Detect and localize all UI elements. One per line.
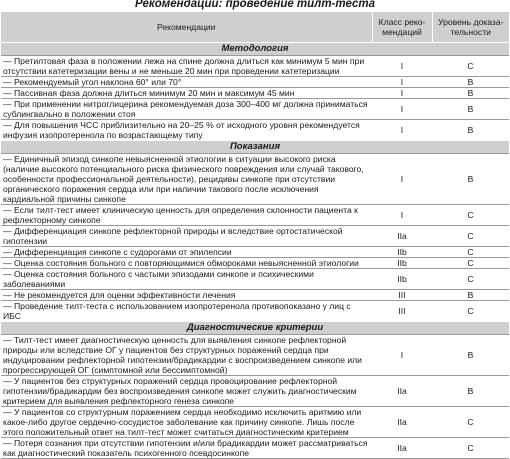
recommendation-text: — Претилтовая фаза в положении лежа на спине должна длиться как минимум 5 мин при отсутствии катетеризации вены и не меньше 20 мин при проведении катетеризации [1,56,372,77]
table-row [1,99,509,120]
table-row [1,247,509,258]
recommendation-text: — Рекомендуемый угол наклона 60° или 70° [1,77,372,88]
recommendation-text: — Пассивная фаза должна длиться минимум 20 мин и максимум 45 мин [1,88,372,99]
evidence-level: B [432,376,509,407]
recommendation-text: — Оценка состояния больного с частыми эпизодами синкопе и психическими заболеваниями [1,269,372,290]
table-row [1,269,509,290]
recommendation-class: III [372,290,432,301]
recommendation-text: — Проведение тилт-теста с использованием изопротеренола противопоказано у лиц с ИБС [1,301,372,322]
recommendation-class: I [372,88,432,99]
recommendation-class: I [372,335,432,376]
evidence-level: C [432,205,509,226]
recommendation-text: — Тилт-тест имеет диагностическую ценность для выявления синкопе рефлекторной природы или вследствие ОГ у пациентов без структурных поражений сердца при индуцировании рефлекторной гипотензии/брадикардии с воспроизведением синкопе или прогрессирующей ОГ (симптомной или бессимптомной) [1,335,372,376]
section-header-row [1,322,509,335]
evidence-level: C [432,56,509,77]
table-row [1,226,509,247]
recommendation-class: IIa [372,438,432,459]
recommendation-class: I [372,77,432,88]
evidence-level: C [432,269,509,290]
recommendation-text: — Для повышения ЧСС приблизительно на 20–25 % от исходного уровня рекомендуется инфузия изопротеренола по возрастающему типу [1,120,372,141]
table-row [1,154,509,205]
evidence-level: B [432,335,509,376]
evidence-level: C [432,301,509,322]
recommendation-text: — Единичный эпизод синкопе невыясненной этиологии в ситуации высокого риска (наличие высокого потенциального риска физического повреждения или случай такового, особенности профессиональной деятельности), рецидивы синкопе при отсутствии органического поражения сердца или при наличии такового после исключения кардиальной причины синкопе [1,154,372,205]
evidence-level: B [432,154,509,205]
table-row [1,290,509,301]
recommendation-text: — Не рекомендуется для оценки эффективности лечения [1,290,372,301]
recommendation-class: I [372,120,432,141]
table-row [1,376,509,407]
table-row [1,438,509,459]
evidence-level: B [432,99,509,120]
section-title: Методология [1,43,509,56]
table-row [1,56,509,77]
evidence-level: C [432,438,509,459]
section-title: Показания [1,141,509,154]
recommendation-class: IIb [372,247,432,258]
evidence-level: B [432,88,509,99]
recommendation-class: IIa [372,407,432,438]
table-row [1,407,509,438]
section-header-row [1,43,509,56]
recommendation-class: I [372,56,432,77]
recommendation-text: — Если тилт-тест имеет клиническую ценность для определения склонности пациента к рефлекторному синкопе [1,205,372,226]
recommendation-text: — Дифференциация синкопе рефлекторной природы и вследствие ортостатической гипотензии [1,226,372,247]
evidence-level: B [432,290,509,301]
header-recommendations: Рекомендации [1,12,372,43]
recommendation-text: — При применении нитроглицерина рекомендуемая доза 300–400 мг должна приниматься сублингвально в положении стоя [1,99,372,120]
recommendation-text: — Дифференциация синкопе с судорогами от эпилепсии [1,247,372,258]
table-body [1,43,509,459]
recommendations-table [1,12,509,459]
table-title: Рекомендации: проведение тилт-теста [134,0,376,10]
recommendation-text: — Оценка состояния больного с повторяющимися обмороками невыясненной этиологии [1,258,372,269]
recommendation-class: IIb [372,269,432,290]
evidence-level: C [432,407,509,438]
evidence-level: C [432,247,509,258]
table-row [1,120,509,141]
header-row [1,12,509,43]
recommendation-class: IIa [372,226,432,247]
recommendation-class: IIa [372,376,432,407]
recommendation-class: I [372,154,432,205]
table-row [1,88,509,99]
table-row [1,205,509,226]
recommendation-class: IIb [372,258,432,269]
table-row [1,335,509,376]
header-class: Класс реко- мендаций [372,12,432,43]
recommendation-class: I [372,99,432,120]
section-title: Диагностические критерии [1,322,509,335]
evidence-level: C [432,226,509,247]
table-row [1,258,509,269]
recommendation-class: III [372,301,432,322]
table-row [1,77,509,88]
table-row [1,301,509,322]
header-level: Уровень доказа- тельности [432,12,509,43]
recommendation-text: — У пациентов со структурным поражением сердца необходимо исключить аритмию или какое-либо другое сердечно-сосудистое заболевание как причину синкопе. Лишь после этого положительный ответ на тилт-тест может считаться диагностическим критерием [1,407,372,438]
recommendation-class: I [372,205,432,226]
evidence-level: B [432,120,509,141]
evidence-level: B [432,77,509,88]
section-header-row [1,141,509,154]
recommendation-text: — У пациентов без структурных поражений сердца провоцирование рефлекторной гипотензии/брадикардии без воспроизведения синкопе может служить диагностическим критерием для выявления рефлекторного генеза синкопе [1,376,372,407]
evidence-level: C [432,258,509,269]
recommendation-text: — Потеря сознания при отсутствии гипотензии и/или брадикардии может рассматриваться как диагностический показатель психогенного псевдосинкопе [1,438,372,459]
